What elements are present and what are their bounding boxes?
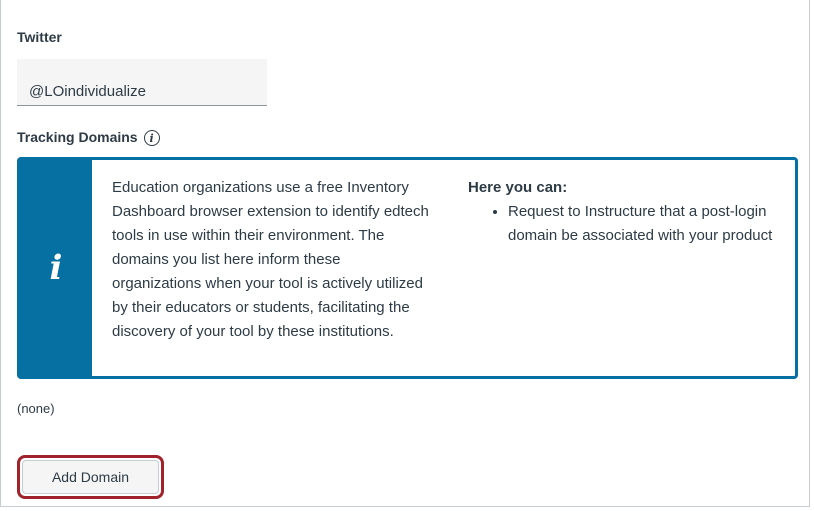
alert-body [92, 160, 808, 376]
add-domain-button[interactable]: Add Domain [22, 460, 159, 494]
list-item: • Request to Instructure that a post-login domain be associated with your product [508, 200, 788, 248]
twitter-input[interactable] [17, 59, 267, 106]
alert-actions [468, 176, 788, 376]
alert-icon-bar [20, 160, 92, 376]
tracking-domains-label: Tracking Domains [17, 129, 138, 145]
alert-description: Education organizations use a free Inventory Dashboard browser extension to identify edtech tools in use within their environment. The domains you list here inform these organizations when your tool is actively utilized by their educators or students, facilitating the discovery of your tool by these institutions. [112, 179, 429, 340]
info-icon: i [49, 248, 63, 288]
info-alert [17, 157, 798, 379]
add-domain-highlight [17, 455, 164, 499]
tracking-domains-header [17, 128, 160, 146]
empty-domains-text: (none) [17, 401, 55, 416]
twitter-label: Twitter [17, 29, 62, 45]
alert-actions-list [468, 200, 788, 248]
alert-actions-heading: Here you can: [468, 179, 568, 196]
info-icon[interactable]: i [144, 130, 160, 146]
